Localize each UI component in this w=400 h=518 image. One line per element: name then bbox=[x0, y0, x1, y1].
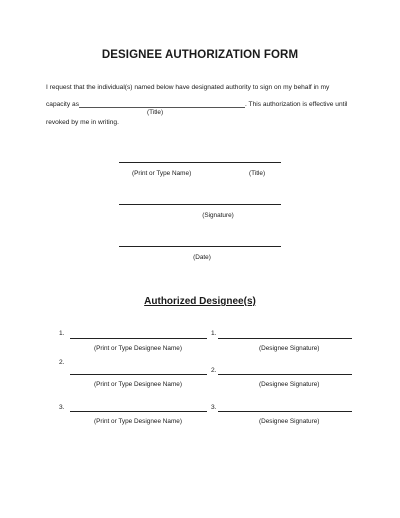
page-title: DESIGNEE AUTHORIZATION FORM bbox=[101, 49, 299, 61]
designee-3-name-line[interactable] bbox=[70, 411, 207, 412]
designee-2-signature-caption: (Designee Signature) bbox=[259, 381, 320, 388]
designee-3-name-number: 3. bbox=[59, 404, 65, 411]
designee-2-name-caption: (Print or Type Designee Name) bbox=[94, 381, 182, 388]
paragraph-effective-text: . This authorization is effective until bbox=[245, 101, 348, 108]
paragraph-line-3: revoked by me in writing. bbox=[46, 119, 119, 126]
signer-signature-line[interactable] bbox=[119, 204, 281, 205]
capacity-title-field[interactable] bbox=[79, 107, 245, 108]
designee-2-signature-number: 2. bbox=[211, 367, 217, 374]
designee-1-signature-line[interactable] bbox=[218, 338, 352, 339]
designee-1-name-line[interactable] bbox=[70, 338, 207, 339]
designee-1-signature-number: 1. bbox=[211, 330, 217, 337]
signer-date-caption: (Date) bbox=[193, 254, 211, 261]
designee-3-signature-line[interactable] bbox=[218, 411, 352, 412]
signer-signature-caption: (Signature) bbox=[202, 212, 234, 219]
designee-3-name-caption: (Print or Type Designee Name) bbox=[94, 418, 182, 425]
signer-title-caption: (Title) bbox=[249, 170, 266, 177]
designee-1-name-number: 1. bbox=[59, 330, 65, 337]
designee-2-name-line[interactable] bbox=[70, 374, 207, 375]
designee-1-signature-caption: (Designee Signature) bbox=[259, 345, 320, 352]
paragraph-line-1: I request that the individual(s) named below have designated authority to sign on my behalf in my bbox=[46, 84, 330, 91]
designee-1-name-caption: (Print or Type Designee Name) bbox=[94, 345, 182, 352]
signer-date-line[interactable] bbox=[119, 246, 281, 247]
signer-name-caption: (Print or Type Name) bbox=[132, 170, 192, 177]
capacity-title-caption: (Title) bbox=[147, 109, 164, 116]
paragraph-capacity-label: capacity as bbox=[46, 101, 79, 108]
signer-name-title-line[interactable] bbox=[119, 162, 281, 163]
designee-3-signature-caption: (Designee Signature) bbox=[259, 418, 320, 425]
designee-3-signature-number: 3. bbox=[211, 404, 217, 411]
designee-2-name-number: 2. bbox=[59, 359, 65, 366]
designees-heading: Authorized Designee(s) bbox=[144, 296, 256, 307]
designee-2-signature-line[interactable] bbox=[218, 374, 352, 375]
